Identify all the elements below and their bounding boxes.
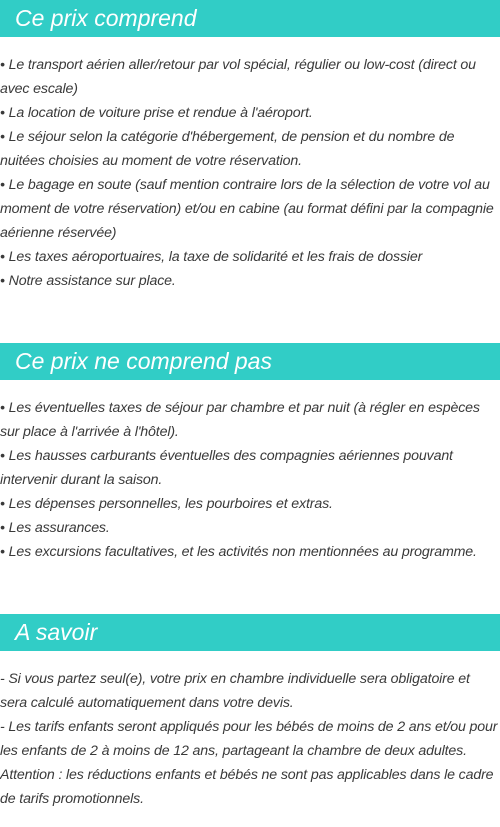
list-item: Attention : les réductions enfants et bébés ne sont pas applicables dans le cadre de tarifs promotionnels. bbox=[0, 767, 494, 807]
list-item: • Les hausses carburants éventuelles des compagnies aériennes pouvant intervenir durant la saison. bbox=[0, 448, 453, 488]
list-item: • Les éventuelles taxes de séjour par chambre et par nuit (à régler en espèces sur place à l'arrivée à l'hôtel). bbox=[0, 400, 480, 440]
list-item: • Le bagage en soute (sauf mention contraire lors de la sélection de votre vol au moment de votre réservation) et/ou en cabine (au format défini par la compagnie aérienne réservée) bbox=[0, 177, 494, 241]
list-item: - Si vous partez seul(e), votre prix en chambre individuelle sera obligatoire et sera calculé automatiquement dans votre devis. bbox=[0, 671, 470, 711]
good-to-know-list bbox=[0, 667, 500, 811]
list-item: • La location de voiture prise et rendue à l'aéroport. bbox=[0, 105, 313, 121]
list-item: • Les dépenses personnelles, les pourboires et extras. bbox=[0, 496, 333, 512]
list-item: • Le transport aérien aller/retour par vol spécial, régulier ou low-cost (direct ou avec escale) bbox=[0, 57, 476, 97]
list-item: - Les tarifs enfants seront appliqués pour les bébés de moins de 2 ans et/ou pour les enfants de 2 à moins de 12 ans, partageant la chambre de deux adultes. bbox=[0, 719, 498, 759]
list-item: • Les excursions facultatives, et les activités non mentionnées au programme. bbox=[0, 544, 477, 560]
price-excludes-list bbox=[0, 396, 500, 564]
section-price-includes bbox=[0, 0, 500, 293]
list-item: • Notre assistance sur place. bbox=[0, 273, 176, 289]
price-includes-list bbox=[0, 53, 500, 293]
list-item: • Les assurances. bbox=[0, 520, 110, 536]
section-good-to-know bbox=[0, 614, 500, 811]
list-item: • Le séjour selon la catégorie d'hébergement, de pension et du nombre de nuitées choisies au moment de votre réservation. bbox=[0, 129, 455, 169]
section-title-good-to-know: A savoir bbox=[0, 614, 500, 651]
section-title-price-excludes: Ce prix ne comprend pas bbox=[0, 343, 500, 380]
section-title-price-includes: Ce prix comprend bbox=[0, 0, 500, 37]
list-item: • Les taxes aéroportuaires, la taxe de solidarité et les frais de dossier bbox=[0, 249, 423, 265]
section-price-excludes bbox=[0, 343, 500, 564]
